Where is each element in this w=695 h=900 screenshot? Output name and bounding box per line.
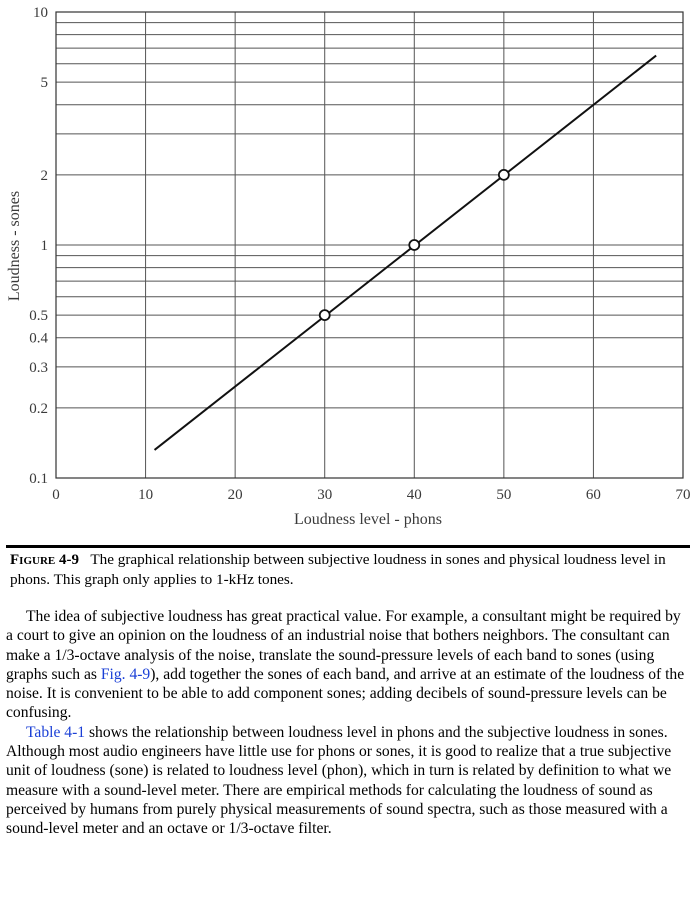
paragraph-2	[6, 723, 690, 839]
paragraph-2-text: shows the relationship between loudness level in phons and the subjective loudness in sones. Although most audio engineers have little use for phons or sones, it is good to realize that a true subjective unit of loudness (sone) is related to loudness level (phon), which in turn is related by definition to what we measure with a sound-level meter. There are empirical methods for calculating the loudness of sound as perceived by humans from purely physical measurements of sound spectra, such as those measured with a sound-level meter and an octave or 1/3-octave filter.	[6, 723, 672, 838]
x-tick-label: 50	[496, 487, 512, 503]
chart-tick-labels	[29, 5, 690, 503]
x-tick-label: 10	[138, 487, 154, 503]
caption-text: The graphical relationship between subjective loudness in sones and physical loudness level in phons. This graph only applies to 1-kHz tones.	[10, 551, 666, 588]
chart-grid	[56, 12, 683, 478]
figure-caption	[10, 550, 688, 589]
x-tick-label: 30	[317, 487, 333, 503]
body-text	[6, 607, 690, 839]
caption-rule	[6, 545, 690, 548]
paragraph-1-text-a: The idea of subjective loudness has great practical value. For example, a consultant might be required by a court to give an opinion on the loudness of an industrial noise that bothers neighbors. The consultant can make a 1/3-octave analysis of the noise, translate the sound-pressure levels of each band to sones (using graphs such as	[6, 608, 681, 683]
y-tick-label: 0.4	[29, 330, 48, 347]
x-tick-label: 70	[675, 487, 691, 503]
x-tick-label: 20	[227, 487, 243, 503]
data-point	[409, 240, 419, 250]
y-tick-label: 0.5	[29, 308, 48, 325]
x-tick-label: 60	[585, 487, 601, 503]
y-tick-label: 0.2	[29, 400, 48, 417]
y-tick-label: 0.1	[29, 471, 48, 487]
y-tick-label: 1	[40, 238, 48, 254]
paragraph-1-text-b: ), add together the sones of each band, and arrive at an estimate of the loudness of the noise. It is convenient to be able to add component sones; adding decibels of sound-pressure levels can be confusing.	[6, 665, 685, 722]
y-tick-label: 0.3	[29, 359, 48, 376]
figure-link[interactable]: Fig. 4-9	[100, 665, 151, 683]
paragraph-1	[6, 607, 690, 723]
x-axis-label: Loudness level - phons	[294, 511, 442, 528]
data-point	[499, 170, 509, 180]
caption-label: Figure 4-9	[10, 552, 79, 568]
table-link[interactable]: Table 4-1	[26, 723, 86, 741]
loudness-line	[155, 56, 657, 450]
y-tick-label: 5	[40, 75, 48, 92]
x-tick-label: 0	[52, 487, 60, 503]
y-axis-label: Loudness - sones	[6, 190, 23, 302]
y-tick-label: 10	[33, 5, 48, 21]
x-tick-label: 40	[406, 487, 422, 503]
y-tick-label: 2	[40, 167, 48, 184]
chart-series	[155, 56, 657, 450]
data-point	[320, 310, 330, 320]
